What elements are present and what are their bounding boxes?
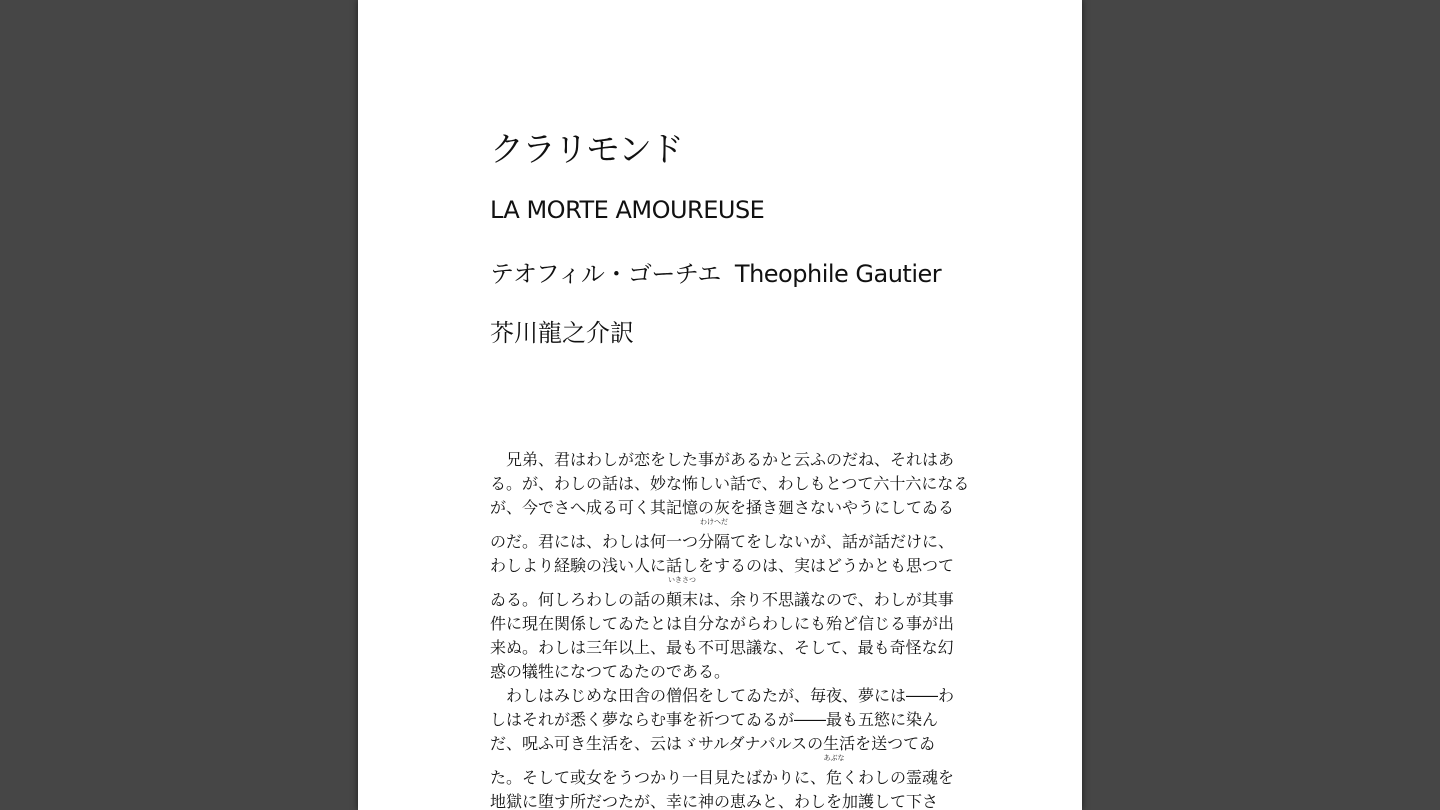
text-line: る。が、わしの話は、妙な怖しい話で、わしもとつて六十六になる bbox=[490, 474, 970, 493]
ruby-annotation bbox=[666, 576, 699, 612]
ruby-base: 分隔 bbox=[698, 532, 731, 551]
ruby-reading: あぶな bbox=[823, 754, 845, 762]
text-line: わしはみじめな田舎の僧侶をしてゐたが、毎夜、夢には――わ bbox=[490, 686, 955, 705]
text-line: のだ。君には、わしは何一つ わけへだ 分隔てをしないが、話が話だけに、 bbox=[490, 520, 960, 554]
text-line: 兄弟、君はわしが恋をした事があるかと云ふのだね、それはあ bbox=[490, 450, 955, 469]
text-line: 来ぬ。わしは三年以上、最も不可思議な、そして、最も奇怪な幻 bbox=[490, 638, 954, 657]
author-line bbox=[490, 254, 941, 289]
body-text bbox=[490, 448, 970, 810]
document-page bbox=[358, 0, 1082, 810]
ruby-reading: わけへだ bbox=[700, 518, 729, 526]
author-name-en: Theophile Gautier bbox=[734, 260, 942, 288]
ruby-base: 危 bbox=[826, 768, 843, 787]
text-line: しはそれが悉く夢ならむ事を祈つてゐるが――最も五慾に染ん bbox=[490, 710, 939, 729]
ruby-annotation bbox=[698, 518, 731, 554]
page-title: クラリモンド bbox=[490, 130, 682, 170]
ruby-base: 顛末 bbox=[666, 590, 699, 609]
ruby-reading: いきさつ bbox=[668, 576, 697, 584]
original-title: LA MORTE AMOUREUSE bbox=[490, 196, 765, 224]
author-name-jp: テオフィル・ゴーチエ bbox=[490, 260, 721, 288]
ruby-annotation bbox=[823, 754, 845, 790]
text-line: だ、呪ふ可き生活を、云はゞサルダナパルスの生活を送つてゐ bbox=[490, 734, 936, 753]
translator-credit: 芥川龍之介訳 bbox=[490, 319, 634, 347]
text-line: 惑の犠牲になつてゐたのである。 bbox=[490, 662, 731, 681]
text-line: 地獄に堕す所だつたが、幸に神の恵みと、わしを加護して下さ bbox=[490, 792, 939, 810]
text-line: が、今でさへ成る可く其記憶の灰を掻き廻さないやうにしてゐる bbox=[490, 498, 955, 517]
text-line: 件に現在関係してゐたとは自分ながらわしにも殆ど信じる事が出 bbox=[490, 614, 955, 633]
text-line: わしより経験の浅い人に話しをするのは、実はどうかとも思つて bbox=[490, 556, 955, 575]
text-line: ゐる。何しろわしの話の いきさつ 顛末は、余り不思議なので、わしが其事 bbox=[490, 578, 960, 612]
text-line: た。そして或女をうつかり一目見たばかりに、 あぶな 危くわしの霊魂を bbox=[490, 756, 960, 790]
